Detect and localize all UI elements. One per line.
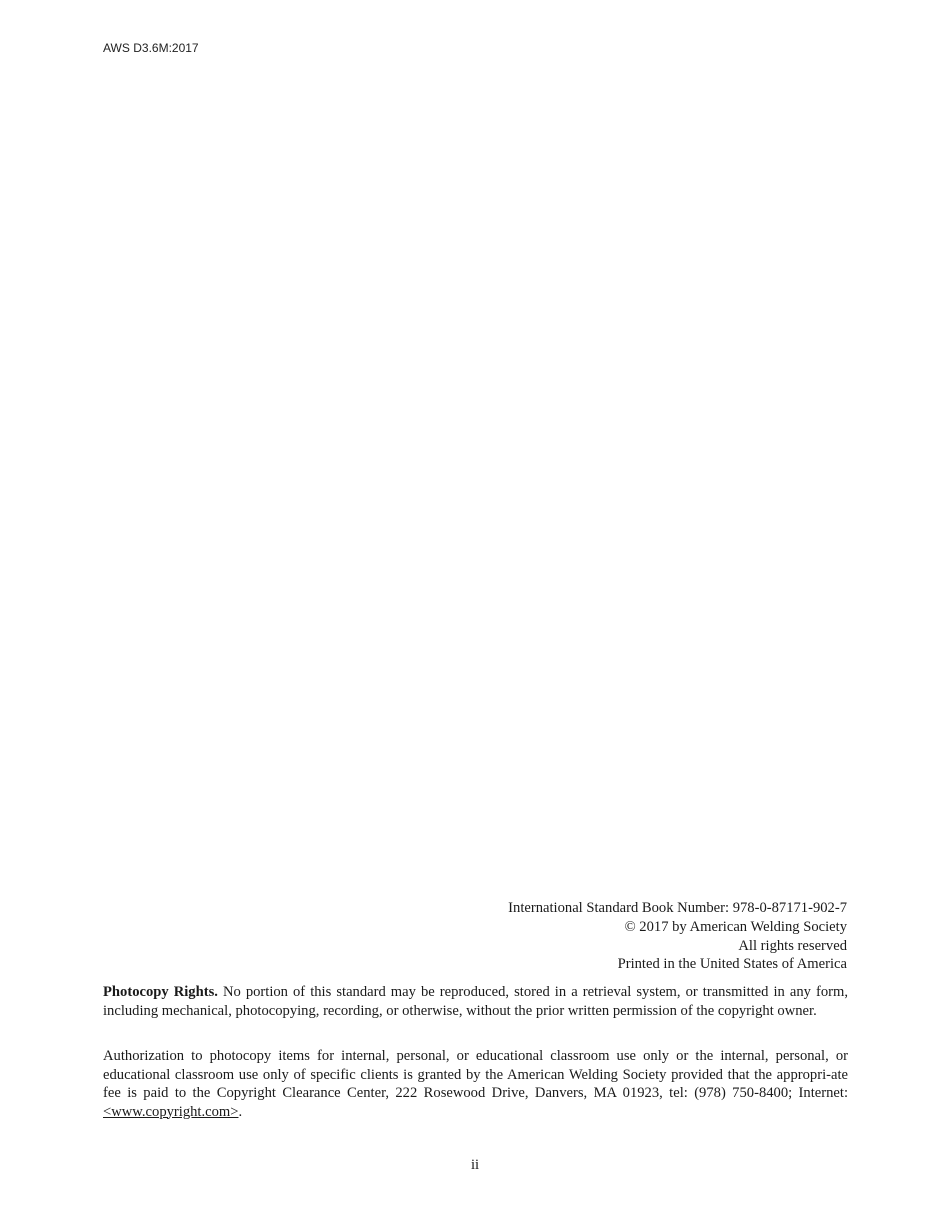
authorization-text: Authorization to photocopy items for internal, personal, or educational classroom use only or the internal, personal, or educational classroom use only of specific clients is granted by the American Welding Society provided that the appropri-ate fee is paid to the Copyright Clearance Center, 222 Rosewood Drive, Danvers, MA 01923, tel: (978) 750-8400; Internet: (103, 1048, 848, 1101)
copyright-block (508, 899, 847, 974)
photocopy-rights-text: No portion of this standard may be reproduced, stored in a retrieval system, or transmitted in any form, including mechanical, photocopying, recording, or otherwise, without the prior written permission of the copyright owner. (103, 984, 849, 1019)
authorization-end: . (238, 1103, 243, 1120)
copyright-line: © 2017 by American Welding Society (624, 918, 847, 935)
running-header: AWS D3.6M:2017 (103, 41, 199, 55)
isbn-line: International Standard Book Number: 978-0-87171-902-7 (508, 900, 847, 916)
photocopy-rights-paragraph (103, 983, 848, 1020)
printed-line: Printed in the United States of America (617, 956, 847, 973)
copyright-website-link[interactable]: <www.copyright.com> (103, 1103, 239, 1120)
authorization-paragraph (103, 1047, 848, 1121)
rights-line: All rights reserved (738, 937, 847, 954)
photocopy-rights-label: Photocopy Rights. (103, 984, 218, 1000)
page-number: ii (470, 1157, 480, 1173)
